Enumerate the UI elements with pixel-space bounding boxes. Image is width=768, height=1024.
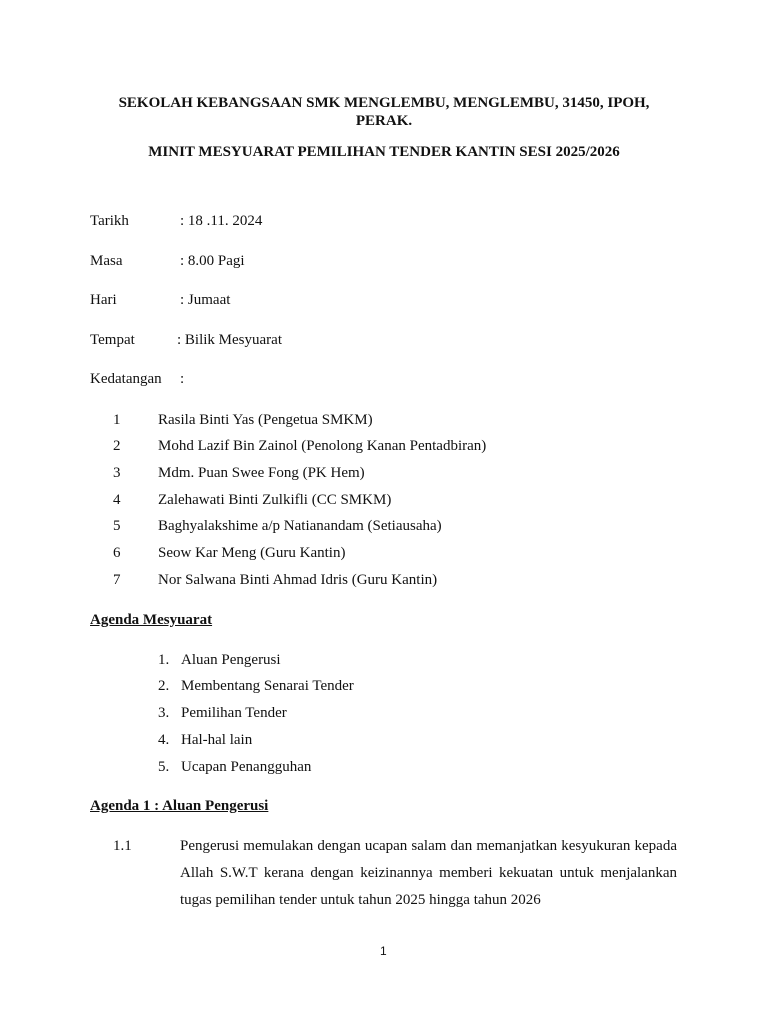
detail-label-masa: Masa	[90, 253, 123, 269]
agenda1-item-text: Pengerusi memulakan dengan ucapan salam dan memanjatkan kesyukuran kepada Allah S.W.T kerana dengan keizinannya memberi kekuatan untuk menjalankan tugas pemilihan tender untuk tahun 2025 hingga tahun 2026	[180, 838, 677, 908]
attendee-number: 7	[113, 572, 121, 588]
agenda-item-number: 5.	[158, 759, 170, 775]
agenda1-heading: Agenda 1 : Aluan Pengerusi	[90, 798, 269, 814]
agenda-item: Hal-hal lain	[181, 732, 253, 748]
attendee-name: Nor Salwana Binti Ahmad Idris (Guru Kantin)	[158, 572, 438, 588]
detail-label-hari: Hari	[90, 292, 117, 308]
agenda-item: Membentang Senarai Tender	[181, 678, 354, 694]
agenda-item-number: 3.	[158, 705, 170, 721]
detail-value-kedatangan: :	[180, 371, 185, 387]
attendee-name: Mdm. Puan Swee Fong (PK Hem)	[158, 465, 365, 481]
page-number: 1	[380, 944, 387, 958]
attendee-name: Zalehawati Binti Zulkifli (CC SMKM)	[158, 492, 392, 508]
agenda1-item-number: 1.1	[113, 838, 132, 854]
attendee-name: Baghyalakshime a/p Natianandam (Setiausaha)	[158, 518, 442, 534]
attendee-number: 2	[113, 438, 121, 454]
agenda-item-number: 1.	[158, 652, 170, 668]
attendee-number: 3	[113, 465, 121, 481]
detail-value-tarikh: : 18 .11. 2024	[180, 213, 263, 229]
attendee-name: Seow Kar Meng (Guru Kantin)	[158, 545, 346, 561]
agenda-item-number: 2.	[158, 678, 170, 694]
agenda-item-number: 4.	[158, 732, 170, 748]
detail-label-tarikh: Tarikh	[90, 213, 129, 229]
attendee-name: Rasila Binti Yas (Pengetua SMKM)	[158, 412, 373, 428]
detail-value-hari: : Jumaat	[180, 292, 231, 308]
agenda-heading: Agenda Mesyuarat	[90, 612, 213, 628]
agenda-item: Aluan Pengerusi	[181, 652, 281, 668]
agenda-item: Ucapan Penangguhan	[181, 759, 312, 775]
detail-label-kedatangan: Kedatangan	[90, 371, 162, 387]
document-title: MINIT MESYUARAT PEMILIHAN TENDER KANTIN SESI 2025/2026	[148, 144, 620, 160]
attendee-number: 1	[113, 412, 121, 428]
detail-label-tempat: Tempat	[90, 332, 135, 348]
attendee-number: 5	[113, 518, 121, 534]
school-header: SEKOLAH KEBANGSAAN SMK MENGLEMBU, MENGLEMBU, 31450, IPOH, PERAK.	[118, 95, 650, 129]
attendee-name: Mohd Lazif Bin Zainol (Penolong Kanan Pentadbiran)	[158, 438, 487, 454]
agenda-item: Pemilihan Tender	[181, 705, 287, 721]
detail-value-masa: : 8.00 Pagi	[180, 253, 245, 269]
attendee-number: 6	[113, 545, 121, 561]
attendee-number: 4	[113, 492, 121, 508]
detail-value-tempat: : Bilik Mesyuarat	[177, 332, 282, 348]
